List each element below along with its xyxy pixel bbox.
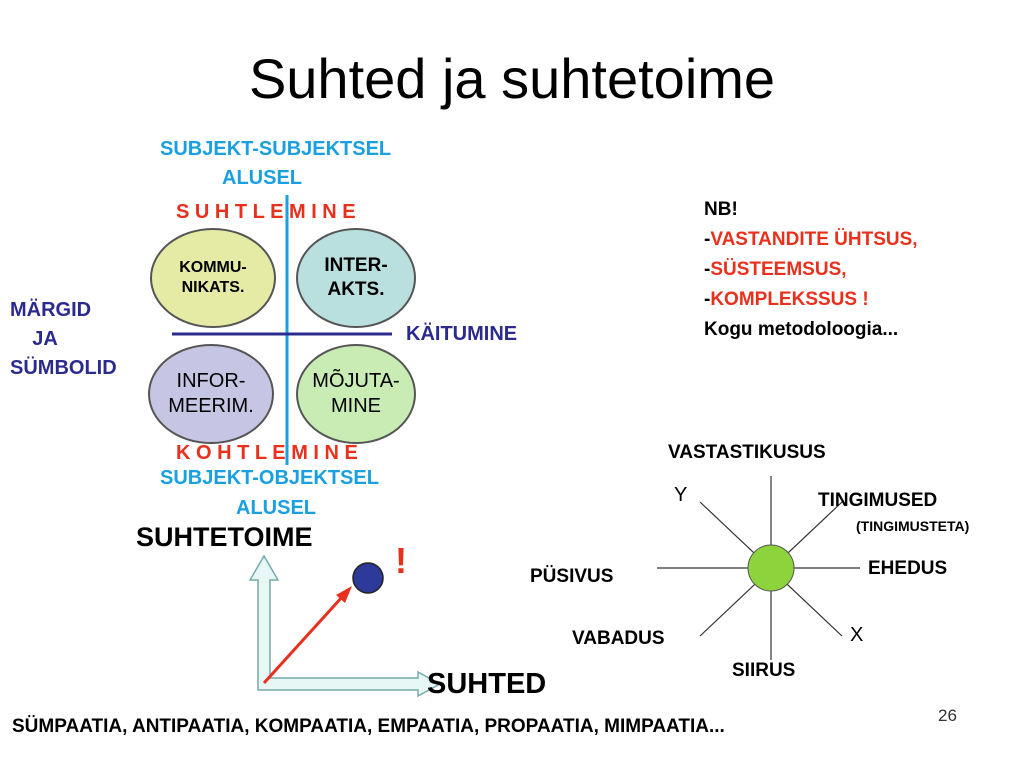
page-title: Suhted ja suhtetoime (248, 47, 776, 110)
nb-dash-1: - (704, 229, 711, 250)
star-pusivus: PÜSIVUS (530, 566, 614, 587)
star-tingimusteta: (TINGIMUSTETA) (856, 518, 970, 534)
nb-dash-3: - (704, 289, 711, 310)
kaitumine-label: KÄITUMINE (406, 323, 518, 345)
nb-line-4: Kogu metodoloogia... (704, 319, 899, 340)
nb-line-3-text: KOMPLEKSSUS ! (710, 289, 869, 310)
star-y: Y (674, 484, 688, 506)
kohtlemine-label: K O H T L E M I N E (176, 442, 358, 464)
star-siirus: SIIRUS (732, 660, 796, 681)
star-ehedus: EHEDUS (868, 558, 948, 579)
red-vector (264, 596, 343, 683)
ellipse-infomeerim (148, 344, 274, 444)
nb-block (704, 195, 918, 345)
ellipse-kommunikats-label: KOMMU- NIKATS. (179, 259, 247, 296)
suhtetoime-label: SUHTETOIME (136, 522, 313, 552)
ellipse-mojutamine (296, 344, 416, 444)
margid-label: MÄRGID JA SÜMBOLID (10, 299, 117, 379)
nb-line-2 (704, 255, 918, 285)
ellipse-infomeerim-label: INFOR- MEERIM. (168, 370, 254, 417)
star-vabadus: VABADUS (572, 628, 665, 649)
star-vastastikusus: VASTASTIKUSUS (668, 442, 826, 463)
star-center-dot (748, 545, 794, 591)
ellipse-kommunikats (150, 228, 276, 328)
point-dot (353, 563, 383, 593)
bottom-label-2: ALUSEL (236, 497, 316, 519)
star-x: X (850, 624, 864, 646)
bottom-text: SÜMPAATIA, ANTIPAATIA, KOMPAATIA, EMPAATIA, PROPAATIA, MIMPAATIA... (12, 716, 725, 737)
exclamation-mark: ! (395, 540, 407, 581)
ellipse-interakts-label: INTER- AKTS. (324, 255, 388, 300)
nb-line-1-text: VASTANDITE ÜHTSUS, (710, 229, 918, 250)
nb-line-3 (704, 285, 918, 315)
nb-line-2-text: SÜSTEEMSUS, (710, 259, 847, 280)
ellipse-interakts (296, 228, 416, 328)
axes-arrow-shape (250, 556, 440, 696)
star-tingimused: TINGIMUSED (818, 490, 938, 511)
bottom-label-1: SUBJEKT-OBJEKTSEL (160, 467, 379, 489)
nb-head: NB! (704, 199, 738, 220)
top-label-1: SUBJEKT-SUBJEKTSEL (160, 138, 392, 160)
axes-arrows (250, 538, 440, 696)
nb-dash-2: - (704, 259, 711, 280)
suhted-label: SUHTED (427, 668, 547, 700)
top-label-2: ALUSEL (222, 167, 302, 189)
suhtlemine-label: S U H T L E M I N E (176, 201, 356, 223)
nb-line-1 (704, 225, 918, 255)
ellipse-mojutamine-label: MÕJUTA- MINE (312, 370, 400, 417)
page-number: 26 (938, 706, 957, 725)
